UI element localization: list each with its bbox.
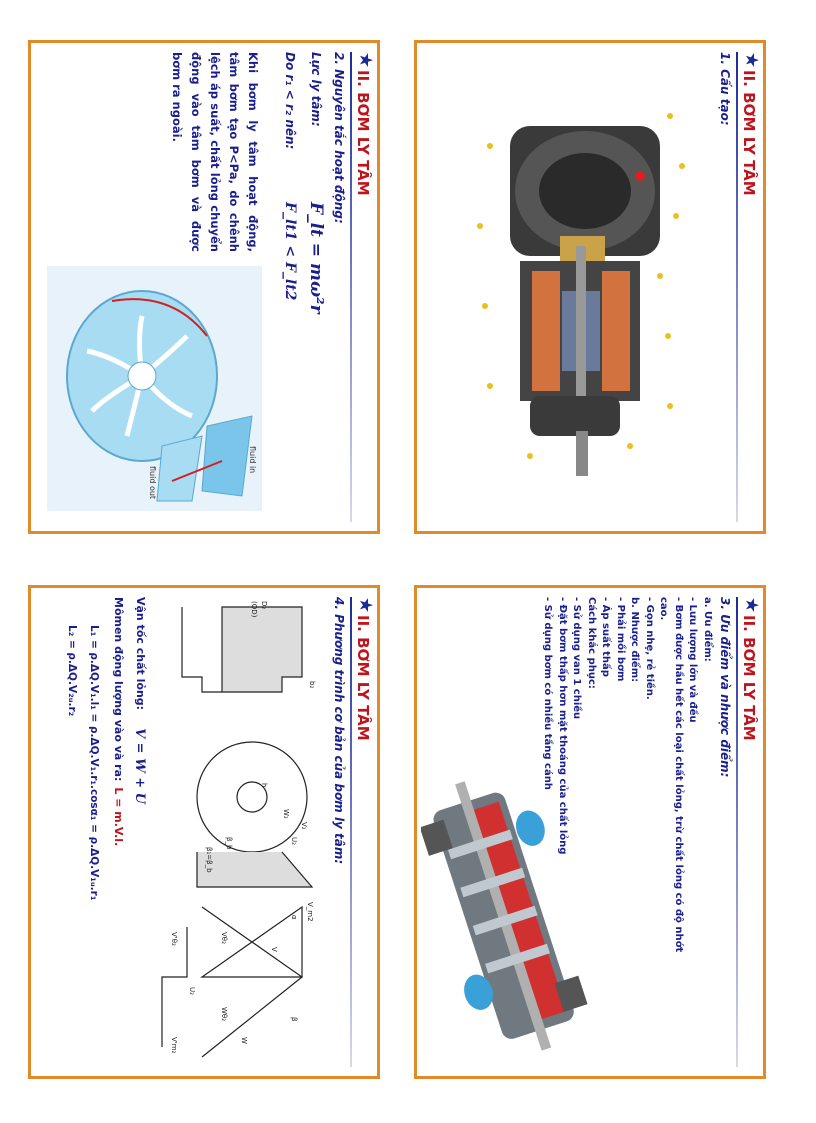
fluid-out-label: fluid out [148, 466, 157, 500]
diagram-label: Vθ₂ [220, 932, 228, 944]
slide-subtitle: 1. Cấu tạo: [718, 52, 732, 126]
list-item: a. Ưu điểm: [702, 597, 713, 662]
slide-nguyen-tac [28, 40, 380, 534]
list-item: - Bơm được hầu hết các loại chất lỏng, trừ chất lỏng có độ nhớt [673, 597, 684, 953]
formula-label-2: Do r₁ < r₂ nên: [283, 52, 297, 150]
divider [350, 52, 352, 522]
diagram-label: D₂ [260, 601, 268, 610]
slide-cau-tao [414, 40, 766, 534]
list-item: - Áp suất thấp [600, 597, 612, 677]
list-item: b. Nhược điểm: [629, 597, 641, 683]
formula-label-1: Lực ly tâm: [309, 52, 323, 127]
slide-title: ★ II. BƠM LY TÂM [354, 597, 376, 741]
fluid-in-label: fluid in [248, 446, 257, 474]
diagram-label: b₂ [308, 681, 316, 689]
star-icon: ★ [355, 52, 376, 69]
slide-phuong-trinh [28, 585, 380, 1079]
slide-uu-nhuoc-diem [414, 585, 766, 1079]
diagram-label: U₂ [188, 987, 196, 995]
slide-subtitle: 3. Ưu điểm và nhược điểm: [718, 597, 732, 778]
diagram-label: Wθ₂ [220, 1007, 228, 1022]
list-item: Cách khắc phục: [586, 597, 597, 689]
diagram-label: α [290, 915, 298, 920]
principle-text: Khi bơm ly tâm hoạt động, tâm bơm tạo P<Pa, do chênh lệch áp suất, chất lỏng chuyển động vào tâm bơm và được bơm ra ngoài. [170, 52, 260, 252]
equation-2: L₂ = ρ.ΔQ.V₂ᵤ.r₂ [66, 625, 78, 717]
equation-1: L₁ = ρ.ΔQ.V₁.l₁ = ρ.ΔQ.V₁.r₁.cosα₁ = ρ.ΔQ.V₁ᵤ.r₁ [88, 625, 100, 901]
multistage-pump-image [421, 765, 596, 1065]
diagram-label: W₂ [282, 809, 290, 819]
star-icon: ★ [741, 597, 762, 614]
diagram-label: β [290, 1017, 298, 1022]
diagram-label: β₁=β_b [205, 847, 213, 873]
diagram-label: V'θ₂ [170, 932, 178, 946]
list-item: - Sử dụng van 1 chiều [571, 597, 583, 720]
slide-subtitle: 2. Nguyên tắc hoạt động: [332, 52, 346, 224]
list-item: - Đặt bơm thấp hơn mặt thoáng của chất lỏng [557, 597, 568, 855]
star-icon: ★ [741, 52, 762, 69]
momentum-formula: L = m.V.l. [112, 787, 125, 847]
diagram-label: V_m2 [306, 902, 314, 922]
slide-subtitle: 4. Phương trình cơ bản của bơm ly tâm: [332, 597, 346, 865]
slide-title: ★ II. BƠM LY TÂM [740, 597, 762, 741]
list-item: cao. [658, 597, 670, 621]
diagram-label: U₂ [290, 837, 298, 845]
slide-title: ★ II. BƠM LY TÂM [354, 52, 376, 196]
formula-2: F_lt1 < F_lt2 [282, 202, 298, 301]
diagram-label: h [260, 783, 268, 788]
velocity-formula: V = W + U [132, 728, 148, 804]
diagram-label: W [240, 1037, 248, 1044]
divider [736, 52, 738, 522]
diagram-label: β_b [225, 837, 233, 850]
divider [736, 597, 738, 1067]
diagram-label: V [270, 947, 278, 952]
diagram-label: V₂ [300, 822, 308, 830]
pump-cutaway-image [440, 86, 700, 486]
impeller-diagram [47, 266, 262, 511]
star-icon: ★ [355, 597, 376, 614]
velocity-label: Vận tốc chất lỏng: [134, 597, 147, 711]
list-item: - Gọn nhẹ, rẻ tiền. [644, 597, 655, 700]
list-item: - Lưu lượng lớn và đều [687, 597, 699, 723]
diagram-label: (OD) [250, 601, 258, 618]
momentum-label: Mômen động lượng vào và ra: [112, 597, 125, 782]
formula-1: F_lt = mω²r [306, 202, 326, 314]
divider [350, 597, 352, 1067]
diagram-label: V'm₂ [170, 1037, 178, 1054]
slide-title: ★ II. BƠM LY TÂM [740, 52, 762, 196]
list-item: - Phải mồi bơm [615, 597, 626, 682]
list-item: - Sử dụng bơm có nhiều tầng cánh [542, 597, 554, 790]
velocity-diagram [152, 597, 322, 1067]
